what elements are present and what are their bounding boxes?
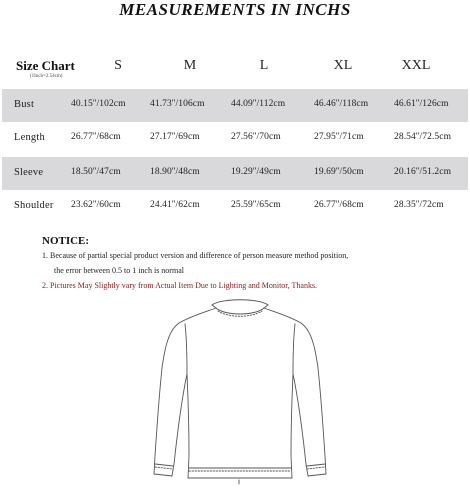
- table-row-length: [2, 122, 468, 155]
- notice-line-1-continued: the error between 0.5 to 1 inch is normal: [54, 266, 184, 275]
- table-row-bust: [2, 89, 468, 122]
- notice-title: NOTICE:: [42, 235, 90, 247]
- cell-value: 27.17''/69cm: [150, 132, 200, 142]
- cell-value: 28.54''/72.5cm: [394, 132, 452, 142]
- cell-value: 19.69''/50cm: [314, 167, 364, 177]
- row-label: Length: [14, 132, 45, 143]
- size-header-row: [0, 55, 470, 83]
- size-header-l: L: [259, 58, 269, 73]
- cell-value: 18.50''/47cm: [71, 167, 121, 177]
- size-header-xxl: XXL: [401, 58, 431, 73]
- cell-value: 27.95''/71cm: [314, 132, 364, 142]
- cell-value: 18.90''/48cm: [150, 167, 200, 177]
- size-chart-conversion-note: (1Inch=2.54cm): [30, 74, 63, 79]
- cell-value: 40.15''/102cm: [71, 99, 126, 109]
- notice-line-1: 1. Because of partial special product version and difference of person measure method position,: [42, 251, 349, 260]
- cell-value: 41.73''/106cm: [150, 99, 205, 109]
- cell-value: 27.56''/70cm: [231, 132, 281, 142]
- page-title: MEASUREMENTS IN INCHS: [119, 0, 351, 19]
- row-label: Sleeve: [14, 167, 44, 178]
- size-chart-label: Size Chart: [16, 58, 75, 73]
- size-header-s: S: [114, 58, 122, 73]
- row-label: Bust: [14, 99, 35, 110]
- notice-line-2: 2. Pictures May Slightly vary from Actual Item Due to Lighting and Monitor, Thanks.: [42, 281, 318, 290]
- cell-value: 25.59''/65cm: [231, 200, 281, 210]
- cell-value: 46.46''/118cm: [314, 99, 369, 109]
- cell-value: 23.62''/60cm: [71, 200, 121, 210]
- cell-value: 46.61''/126cm: [394, 99, 449, 109]
- cell-value: 20.16''/51.2cm: [394, 167, 452, 177]
- cell-value: 44.09''/112cm: [231, 99, 286, 109]
- cell-value: 26.77''/68cm: [71, 132, 121, 142]
- size-header-m: M: [183, 58, 197, 73]
- table-row-shoulder: [2, 190, 468, 223]
- cell-value: 26.77''/68cm: [314, 200, 364, 210]
- size-header-xl: XL: [333, 58, 353, 73]
- cell-value: 24.41''/62cm: [150, 200, 200, 210]
- table-row-sleeve: [2, 157, 468, 190]
- sweatshirt-outline-icon: [145, 296, 335, 488]
- cell-value: 28.35''/72cm: [394, 200, 444, 210]
- cell-value: 19.29''/49cm: [231, 167, 281, 177]
- row-label: Shoulder: [14, 200, 54, 211]
